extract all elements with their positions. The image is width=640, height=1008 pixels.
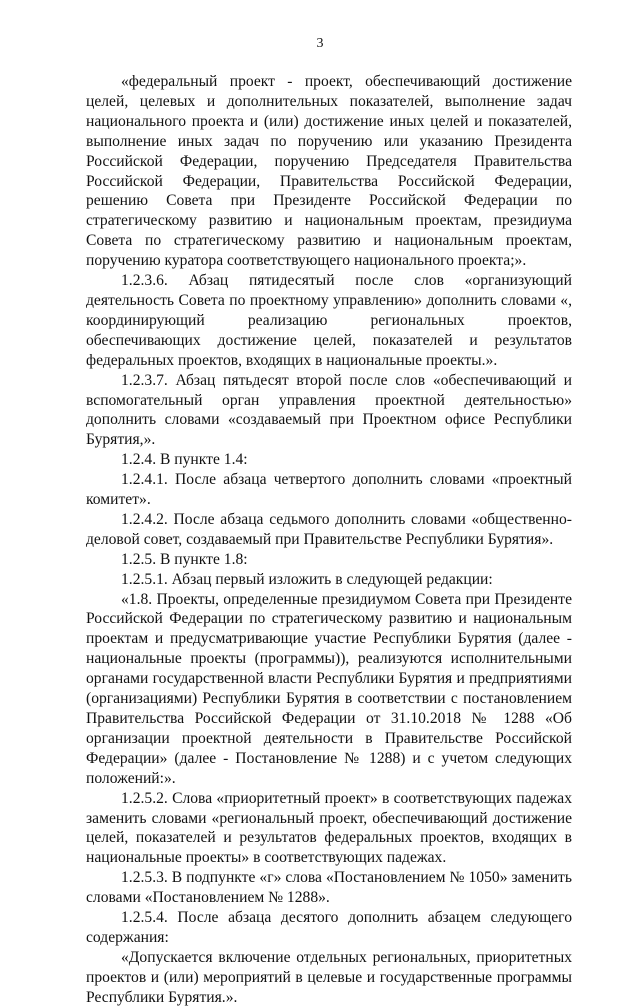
document-body	[86, 72, 572, 1008]
paragraph-1-2-5: 1.2.5. В пункте 1.8:	[121, 550, 248, 568]
paragraph-inclusion-clause: «Допускается включение отдельных региональных, приоритетных проектов и (или) мероприятий в целевые и государственные программы Республики Бурятия.».	[86, 948, 572, 1006]
paragraph-1-2-4-2: 1.2.4.2. После абзаца седьмого дополнить словами «общественно-деловой совет, создаваемый при Правительстве Республики Бурятия».	[86, 510, 572, 548]
paragraph-1-2-3-6: 1.2.3.6. Абзац пятидесятый после слов «организующий деятельность Совета по проектному управлению» дополнить словами «, координирующий реализацию региональных проектов, обеспечивающих достижение целей, показателей и результатов федеральных проектов, входящих в национальные проекты.».	[86, 272, 572, 369]
page-number: 3	[316, 36, 324, 51]
paragraph-1-2-4: 1.2.4. В пункте 1.4:	[121, 451, 248, 469]
paragraph-1-2-5-4: 1.2.5.4. После абзаца десятого дополнить абзацем следующего содержания:	[86, 909, 572, 946]
paragraph-1-8-new-wording: «1.8. Проекты, определенные президиумом Совета при Президенте Российской Федерации по стратегическому развитию и национальным проектам и предусматривающие участие Республики Бурятия (далее - национальные проекты (программы)), реализуются исполнительными органами государственной власти Республики Бурятия и предприятиями (организациями) Республики Бурятия в соответствии с постановлением Правительства Российской Федерации от 31.10.2018 № 1288 «Об организации проектной деятельности в Правительстве Российской Федерации» (далее - Постановление № 1288) и с учетом следующих положений:».	[86, 590, 572, 787]
paragraph-1-2-5-2: 1.2.5.2. Слова «приоритетный проект» в соответствующих падежах заменить словами «региональный проект, обеспечивающий достижение целей, показателей и результатов федеральных проектов, входящих в национальные проекты» в соответствующих падежах.	[86, 789, 572, 867]
paragraph-1-2-4-1: 1.2.4.1. После абзаца четвертого дополнить словами «проектный комитет».	[86, 471, 572, 509]
paragraph-federal-project-definition: «федеральный проект - проект, обеспечивающий достижение целей, целевых и дополнительных показателей, выполнение задач национального проекта и (или) достижение иных целей и показателей, выполнение иных задач по поручению или указанию Президента Российской Федерации, поручению Председателя Правительства Российской Федерации, Правительства Российской Федерации, решению Совета при Президенте Российской Федерации по стратегическому развитию и национальным проектам, президиума Совета по стратегическому развитию и национальным проектам, поручению куратора соответствующего национального проекта;».	[86, 73, 572, 270]
paragraph-1-2-5-3: 1.2.5.3. В подпункте «г» слова «Постановлением № 1050» заменить словами «Постановлением № 1288».	[86, 869, 572, 907]
paragraph-1-2-5-1: 1.2.5.1. Абзац первый изложить в следующей редакции:	[121, 570, 493, 588]
paragraph-1-2-3-7: 1.2.3.7. Абзац пятьдесят второй после слов «обеспечивающий и вспомогательный орган управления проектной деятельностью» дополнить словами «создаваемый при Проектном офисе Республики Бурятия,».	[86, 371, 572, 449]
